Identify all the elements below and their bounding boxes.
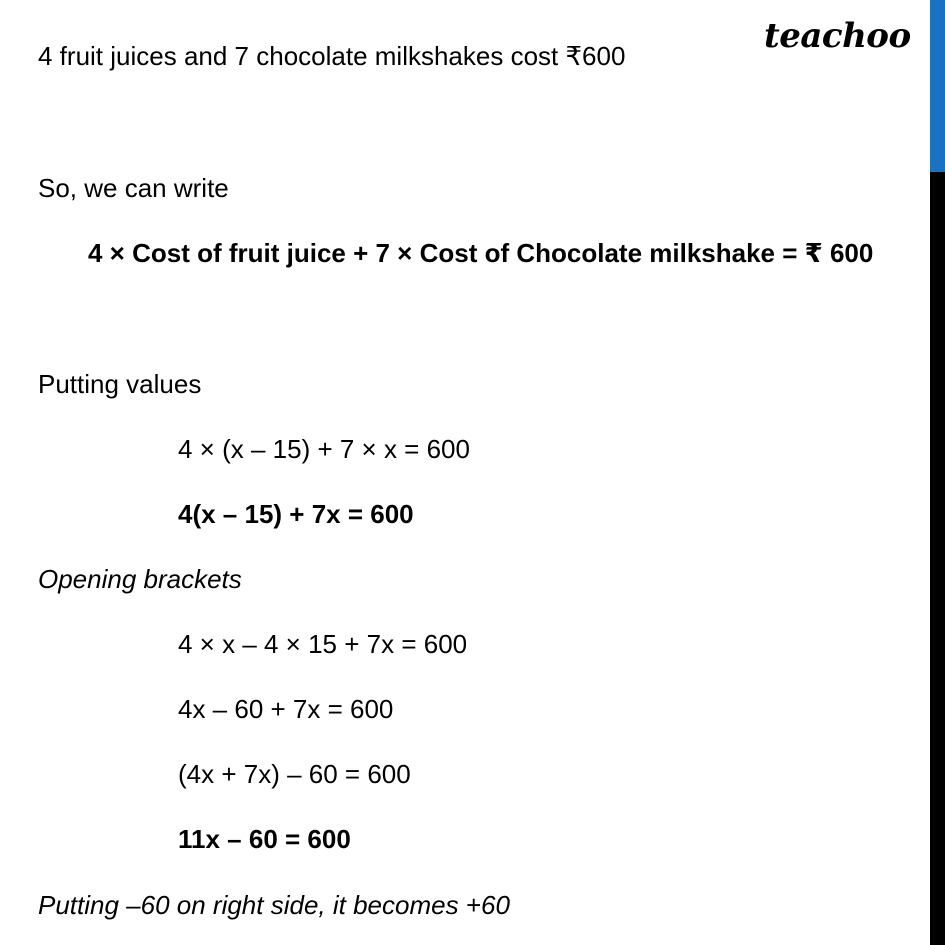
problem-statement: 4 fruit juices and 7 chocolate milkshakes cost ₹600	[38, 41, 626, 71]
step-label-putting-values: Putting values	[38, 369, 202, 399]
equation-combined: 11x – 60 = 600	[178, 824, 351, 854]
equation-substituted: 4 × (x – 15) + 7 × x = 600	[178, 434, 470, 464]
equation-multiplied: 4x – 60 + 7x = 600	[178, 694, 394, 724]
step-label-transpose: Putting –60 on right side, it becomes +60	[38, 890, 510, 920]
equation-simplified: 4(x – 15) + 7x = 600	[178, 499, 414, 529]
word-equation: 4 × Cost of fruit juice + 7 × Cost of Chocolate milkshake = ₹ 600	[88, 238, 874, 268]
step-label-opening-brackets: Opening brackets	[38, 564, 242, 594]
equation-expanded: 4 × x – 4 × 15 + 7x = 600	[178, 629, 468, 659]
teachoo-logo: teachoo	[764, 16, 911, 56]
intro-text: So, we can write	[38, 173, 229, 203]
equation-grouped: (4x + 7x) – 60 = 600	[178, 759, 411, 789]
scrollbar-thumb[interactable]	[930, 0, 945, 172]
